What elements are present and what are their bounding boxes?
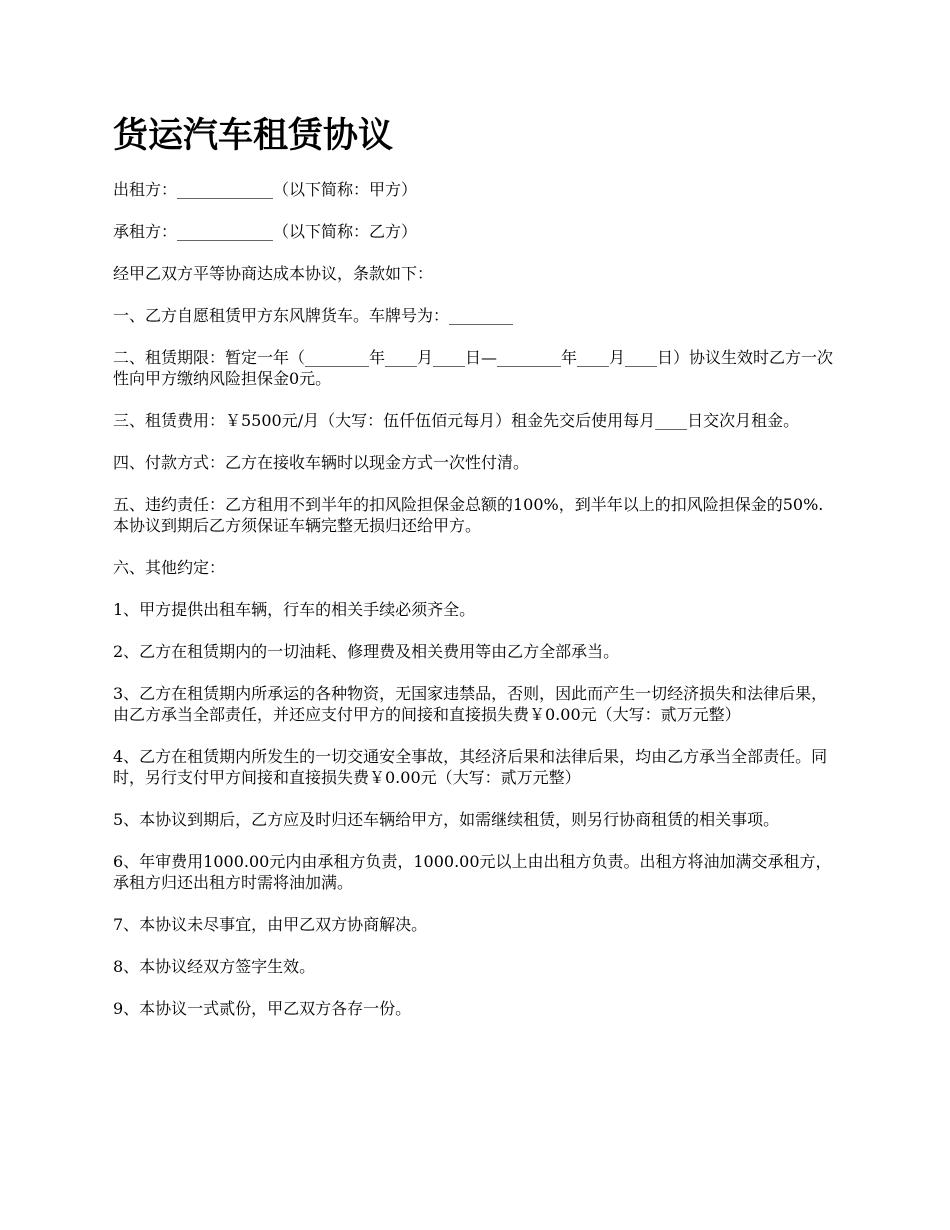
lessee-prefix: 承租方：	[113, 222, 178, 241]
lessee-suffix: （以下简称：乙方）	[273, 222, 418, 241]
other-term-6: 6、年审费用1000.00元内由承租方负责，1000.00元以上由出租方负责。出租方将油加满交承租方，承租方归还出租方时需将油加满。	[113, 852, 832, 892]
other-term-3: 3、乙方在租赁期内所承运的各种物资，无国家违禁品，否则，因此而产生一切经济损失和法律后果，由乙方承当全部责任，并还应支付甲方的间接和直接损失费￥0.00元（大写：贰万元整）	[113, 684, 828, 724]
other-term-5: 5、本协议到期后，乙方应及时归还车辆给甲方，如需继续租赁，则另行协商租赁的相关事项。	[113, 810, 780, 829]
intro-paragraph: 经甲乙双方平等协商达成本协议，条款如下：	[113, 264, 434, 283]
document-page	[113, 112, 835, 1040]
clause-2: 二、租赁期限：暂定一年（________年____月____日—________年____月____日）协议生效时乙方一次性向甲方缴纳风险担保金0元。	[113, 348, 834, 388]
other-term-9: 9、本协议一式贰份，甲乙双方各存一份。	[113, 999, 412, 1018]
clause-4: 四、付款方式：乙方在接收车辆时以现金方式一次性付清。	[113, 453, 530, 472]
clause-6: 六、其他约定：	[113, 558, 226, 577]
other-term-2: 2、乙方在租赁期内的一切油耗、修理费及相关费用等由乙方全部承当。	[113, 642, 620, 661]
lessee-line	[113, 221, 835, 242]
lessee-blank: ____________	[177, 222, 274, 241]
lessor-blank: ____________	[177, 180, 274, 199]
lessor-prefix: 出租方：	[113, 180, 178, 199]
lessor-line	[113, 179, 835, 200]
other-term-1: 1、甲方提供出租车辆，行车的相关手续必须齐全。	[113, 600, 476, 619]
lessor-suffix: （以下简称：甲方）	[273, 180, 418, 199]
other-term-4: 4、乙方在租赁期内所发生的一切交通安全事故，其经济后果和法律后果，均由乙方承当全部责任。同时，另行支付甲方间接和直接损失费￥0.00元（大写：贰万元整）	[113, 747, 828, 787]
clause-3: 三、租赁费用：￥5500元/月（大写：伍仟伍佰元每月）租金先交后使用每月____日交次月租金。	[113, 411, 800, 430]
other-term-8: 8、本协议经双方签字生效。	[113, 957, 316, 976]
other-term-7: 7、本协议未尽事宜，由甲乙双方协商解决。	[113, 915, 428, 934]
document-title: 货运汽车租赁协议	[113, 116, 394, 156]
clause-1: 一、乙方自愿租赁甲方东风牌货车。车牌号为：________	[113, 306, 514, 325]
clause-5: 五、违约责任：乙方租用不到半年的扣风险担保金总额的100%，到半年以上的扣风险担保金的50%.本协议到期后乙方须保证车辆完整无损归还给甲方。	[113, 495, 824, 535]
